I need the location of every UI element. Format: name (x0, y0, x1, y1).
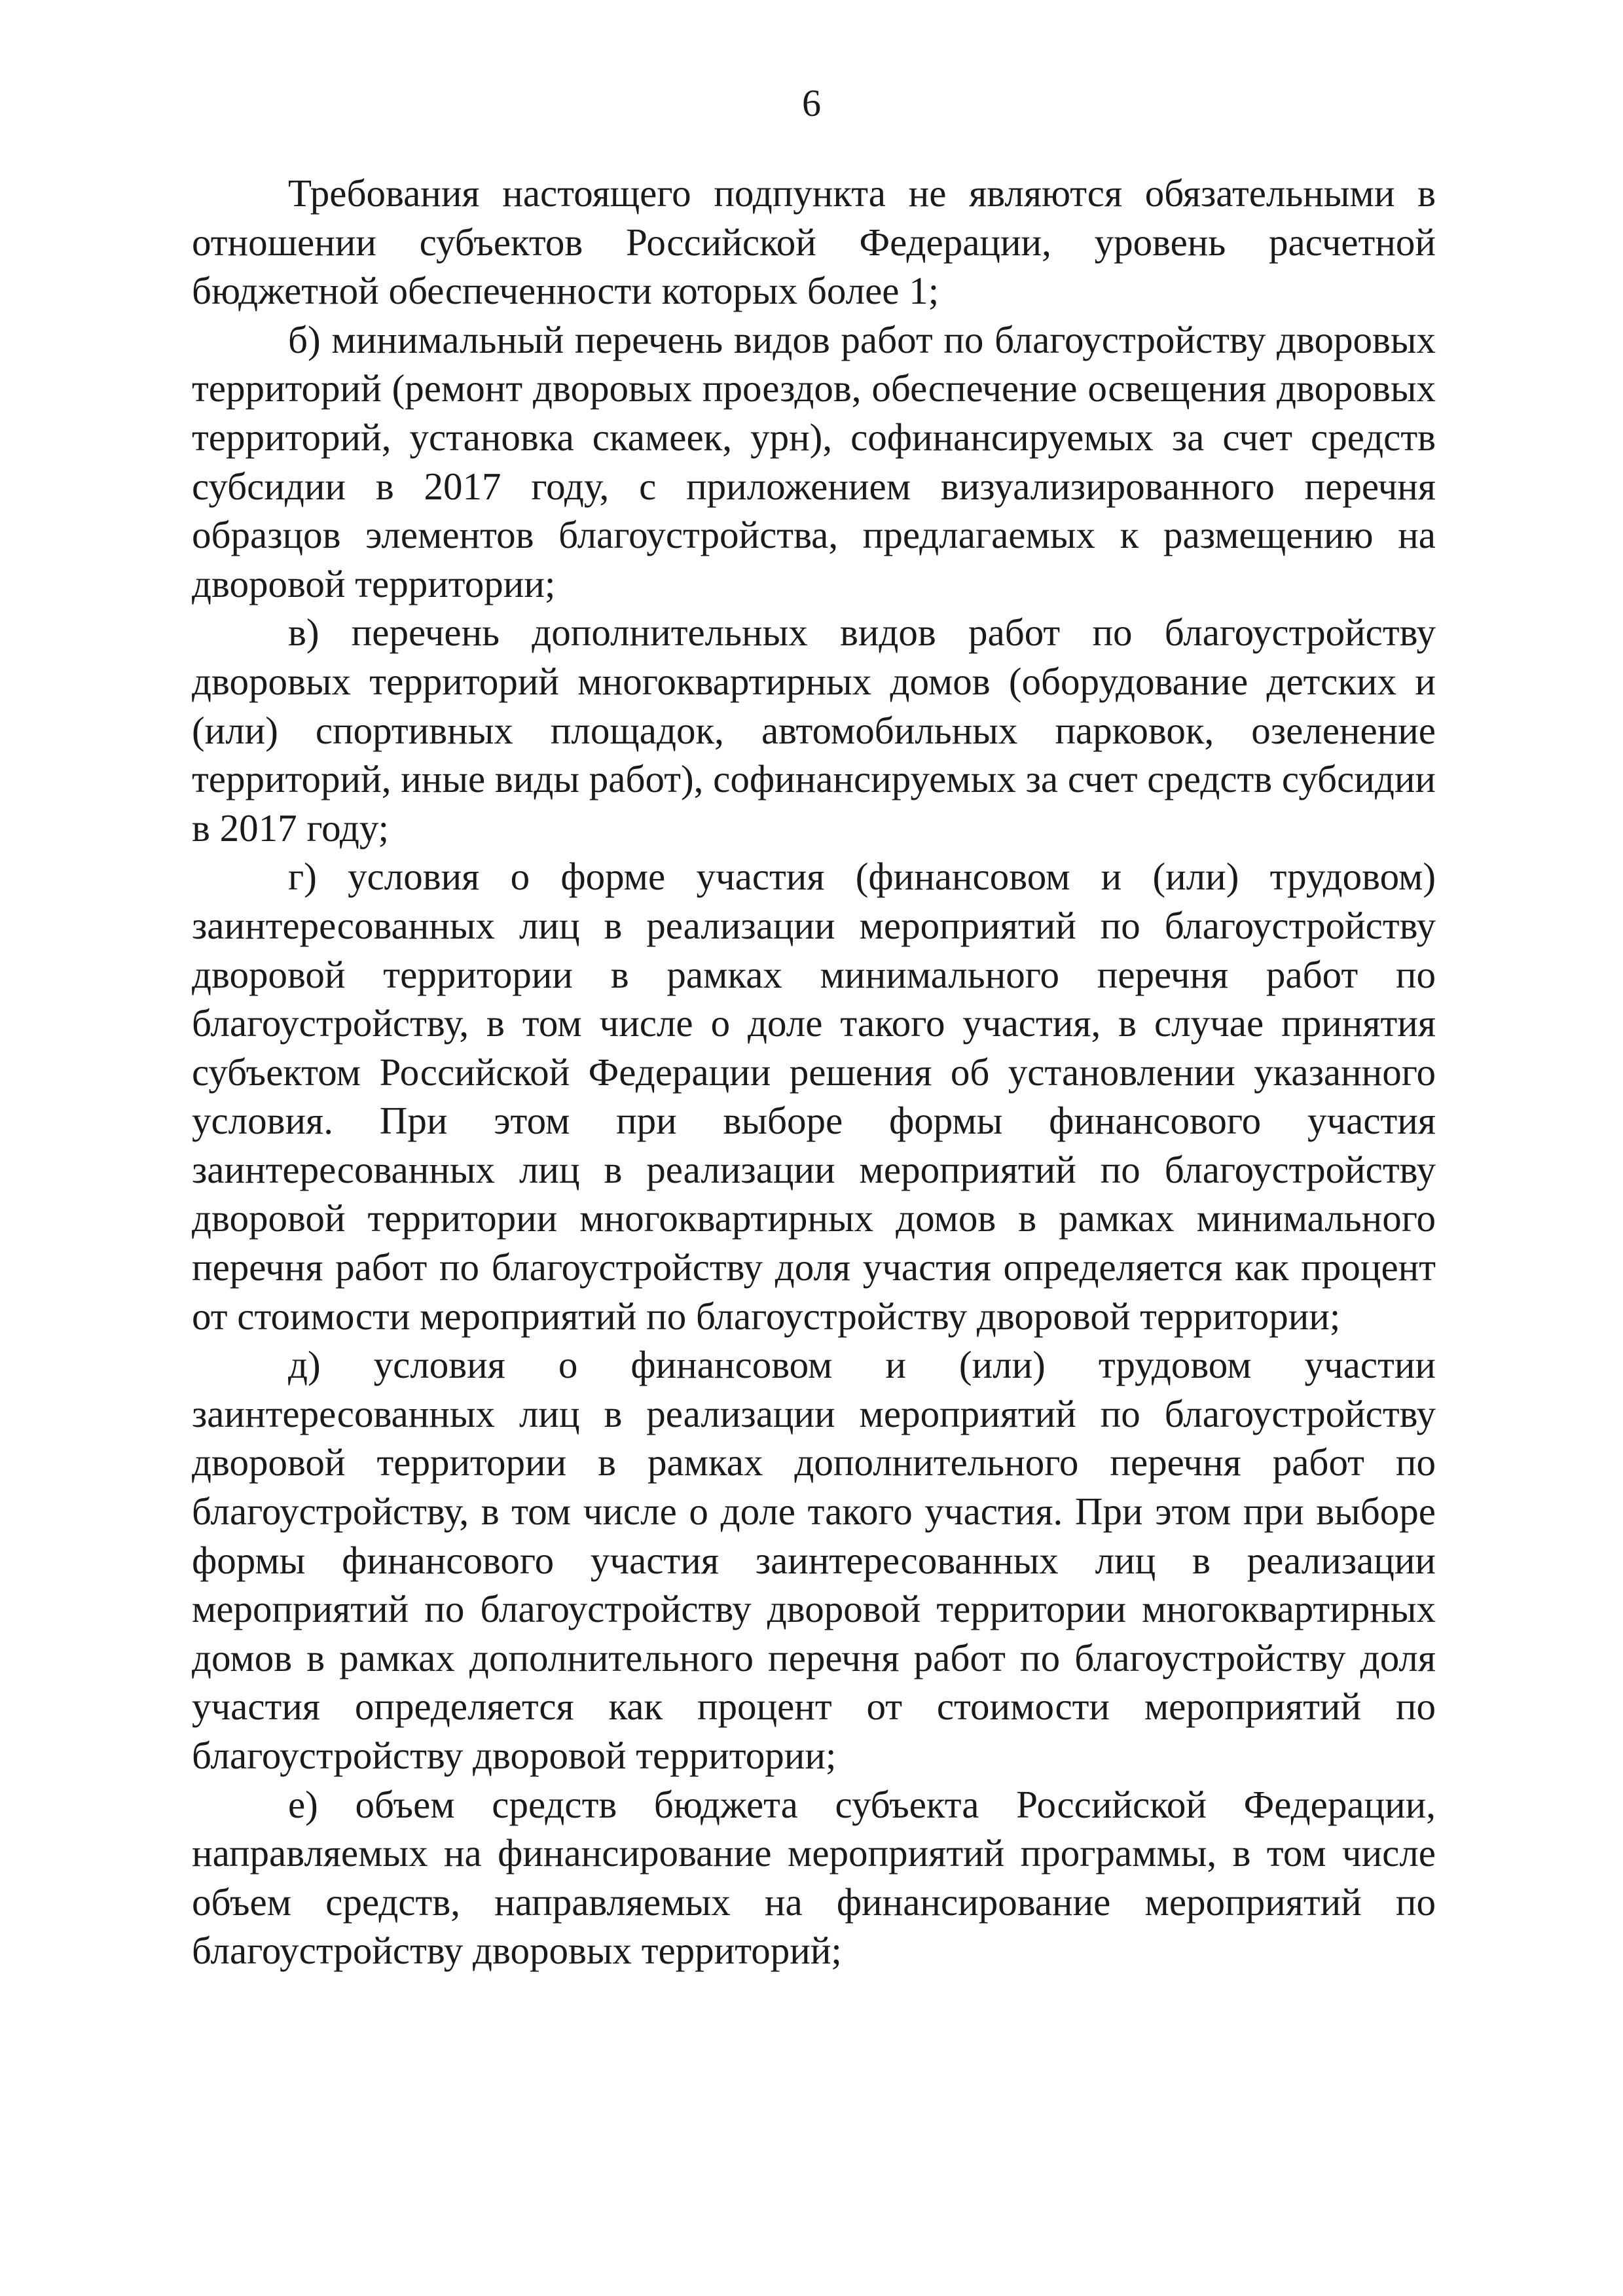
page-number: 6 (802, 82, 821, 124)
document-body (192, 169, 1436, 1975)
paragraph-item-v: в) перечень дополнительных видов работ по благоустройству дворовых территорий многоквартирных домов (оборудование детских и (или) спортивных площадок, автомобильных парковок, озеленение территорий, иные виды работ), софинансируемых за счет средств субсидии в 2017 году; (192, 611, 1436, 850)
paragraph-requirements-note: Требования настоящего подпункта не являются обязательными в отношении субъектов Российской Федерации, уровень расчетной бюджетной обеспеченности которых более 1; (192, 171, 1436, 313)
paragraph-item-d: д) условия о финансовом и (или) трудовом участии заинтересованных лиц в реализации мероприятий по благоустройству дворовой территории в рамках дополнительного перечня работ по благоустройству, в том числе о доле такого участия. При этом при выборе формы финансового участия заинтересованных лиц в реализации мероприятий по благоустройству дворовой территории многоквартирных домов в рамках дополнительного перечня работ по благоустройству доля участия определяется как процент от стоимости мероприятий по благоустройству дворовой территории; (192, 1343, 1436, 1777)
paragraph-item-g: г) условия о форме участия (финансовом и (или) трудовом) заинтересованных лиц в реализации мероприятий по благоустройству дворовой территории в рамках минимального перечня работ по благоустройству, в том числе о доле такого участия, в случае принятия субъектом Российской Федерации решения об установлении указанного условия. При этом при выборе формы финансового участия заинтересованных лиц в реализации мероприятий по благоустройству дворовой территории многоквартирных домов в рамках минимального перечня работ по благоустройству доля участия определяется как процент от стоимости мероприятий по благоустройству дворовой территории; (192, 855, 1436, 1338)
paragraph-item-e: е) объем средств бюджета субъекта Российской Федерации, направляемых на финансирование мероприятий программы, в том числе объем средств, направляемых на финансирование мероприятий по благоустройству дворовых территорий; (192, 1782, 1436, 1973)
paragraph-item-b: б) минимальный перечень видов работ по благоустройству дворовых территорий (ремонт дворовых проездов, обеспечение освещения дворовых территорий, установка скамеек, урн), софинансируемых за счет средств субсидии в 2017 году, с приложением визуализированного перечня образцов элементов благоустройства, предлагаемых к размещению на дворовой территории; (192, 317, 1436, 605)
